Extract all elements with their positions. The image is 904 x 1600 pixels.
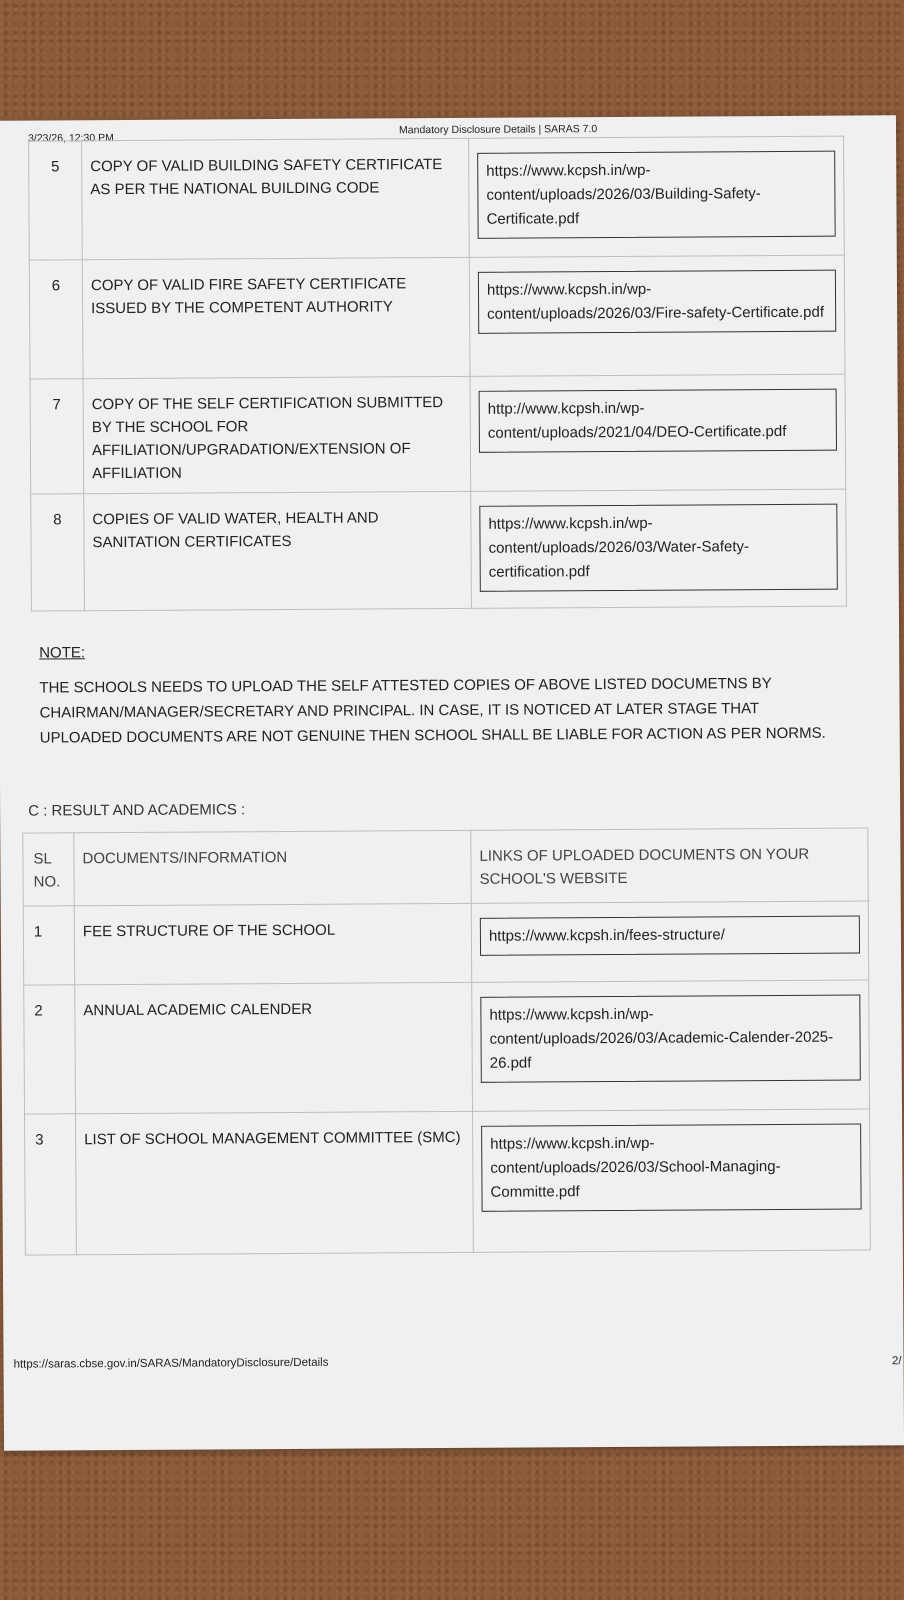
- serial-number: 5: [29, 141, 83, 260]
- table-row: [24, 980, 870, 1114]
- link-cell: [471, 489, 847, 608]
- footer-url: https://saras.cbse.gov.in/SARAS/MandatoryDisclosure/Details: [13, 1356, 329, 1371]
- document-name: COPY OF THE SELF CERTIFICATION SUBMITTED BY THE SCHOOL FOR AFFILIATION/UPGRADATION/EXTENSION OF AFFILIATION: [83, 376, 471, 493]
- document-name: COPY OF VALID BUILDING SAFETY CERTIFICATE AS PER THE NATIONAL BUILDING CODE: [82, 138, 470, 259]
- serial-number: 2: [24, 985, 76, 1114]
- table-row: [30, 374, 846, 494]
- document-link[interactable]: https://www.kcpsh.in/wp-content/uploads/2026/03/School-Managing-Committe.pdf: [481, 1123, 862, 1211]
- link-cell: [469, 136, 845, 257]
- link-cell: [471, 901, 868, 982]
- document-name: COPIES OF VALID WATER, HEALTH AND SANITATION CERTIFICATES: [84, 491, 472, 610]
- printed-page: [0, 115, 904, 1450]
- document-name: ANNUAL ACADEMIC CALENDER: [75, 982, 473, 1113]
- note-text: THE SCHOOLS NEEDS TO UPLOAD THE SELF ATTESTED COPIES OF ABOVE LISTED DOCUMETNS BY CHAIRMAN/MANAGER/SECRETARY AND PRINCIPAL. IN CASE, IT IS NOTICED AT LATER STAGE THAT UPLOADED DOCUMENTS ARE NOT GENUINE THEN SCHOOL SHALL BE LIABLE FOR ACTION AS PER NORMS.: [39, 675, 826, 747]
- document-name: COPY OF VALID FIRE SAFETY CERTIFICATE ISSUED BY THE COMPETENT AUTHORITY: [82, 257, 470, 378]
- table-row: [23, 901, 868, 985]
- table-row: [29, 255, 845, 379]
- document-link[interactable]: http://www.kcpsh.in/wp-content/uploads/2021/04/DEO-Certificate.pdf: [479, 389, 837, 453]
- document-link[interactable]: https://www.kcpsh.in/wp-content/uploads/2026/03/Building-Safety-Certificate.pdf: [477, 151, 836, 239]
- note-block: [39, 636, 840, 751]
- document-link[interactable]: https://www.kcpsh.in/wp-content/uploads/2026/03/Fire-safety-Certificate.pdf: [478, 270, 836, 334]
- link-cell: [473, 1109, 871, 1252]
- link-cell: [469, 255, 845, 376]
- document-name: LIST OF SCHOOL MANAGEMENT COMMITTEE (SMC): [76, 1111, 474, 1254]
- page-number: 2/: [891, 1355, 902, 1368]
- column-header-sl: SL NO.: [23, 833, 74, 906]
- document-link[interactable]: https://www.kcpsh.in/fees-structure/: [480, 915, 860, 955]
- print-title: Mandatory Disclosure Details | SARAS 7.0: [398, 123, 598, 137]
- link-cell: [470, 374, 846, 491]
- document-link[interactable]: https://www.kcpsh.in/wp-content/uploads/2026/03/Academic-Calender-2025-26.pdf: [480, 994, 861, 1082]
- serial-number: 7: [30, 379, 84, 494]
- serial-number: 3: [25, 1114, 77, 1255]
- document-link[interactable]: https://www.kcpsh.in/wp-content/uploads/2026/03/Water-Safety-certification.pdf: [479, 504, 838, 592]
- table-row: [25, 1109, 871, 1255]
- section-title: C : RESULT AND ACADEMICS :: [28, 801, 246, 820]
- serial-number: 1: [23, 906, 74, 985]
- document-name: FEE STRUCTURE OF THE SCHOOL: [74, 903, 471, 984]
- serial-number: 8: [31, 494, 85, 611]
- link-cell: [472, 980, 870, 1111]
- table-header-row: [23, 828, 868, 906]
- print-datetime: 3/23/26, 12:30 PM: [28, 132, 114, 145]
- disclosure-table-academics: [22, 827, 871, 1255]
- disclosure-table-safety: [28, 136, 847, 612]
- serial-number: 6: [29, 260, 83, 379]
- column-header-documents: DOCUMENTS/INFORMATION: [74, 830, 471, 905]
- table-row: [31, 489, 847, 611]
- column-header-links: LINKS OF UPLOADED DOCUMENTS ON YOUR SCHOOL'S WEBSITE: [471, 828, 868, 903]
- note-label: NOTE:: [39, 644, 86, 662]
- print-header: [0, 121, 896, 145]
- table-row: [29, 136, 845, 260]
